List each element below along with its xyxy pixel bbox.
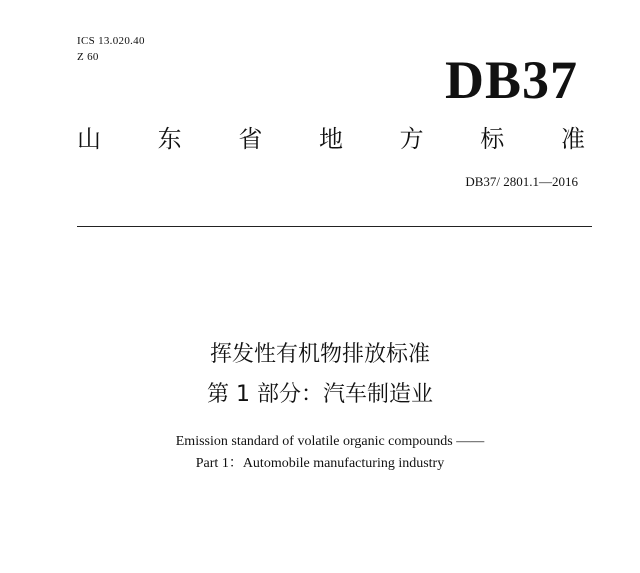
heading-char: 标 bbox=[480, 125, 505, 153]
classification-codes bbox=[77, 33, 145, 65]
heading-char: 省 bbox=[238, 125, 263, 153]
english-title-line-2: Part 1：Automobile manufacturing industry bbox=[195, 456, 445, 471]
heading-char: 地 bbox=[318, 125, 343, 153]
provincial-standard-heading bbox=[77, 124, 585, 154]
chinese-title-line-2: 第 1 部分：汽车制造业 bbox=[207, 382, 433, 407]
heading-char: 准 bbox=[560, 125, 585, 153]
header-divider bbox=[77, 226, 592, 227]
ccs-code: Z 60 bbox=[77, 51, 99, 63]
chinese-title-line-1: 挥发性有机物排放标准 bbox=[209, 342, 430, 367]
heading-char: 方 bbox=[399, 125, 424, 153]
ics-code: ICS 13.020.40 bbox=[77, 35, 145, 47]
standard-number: DB37/ 2801.1—2016 bbox=[465, 174, 578, 189]
standard-logo: DB37 bbox=[444, 50, 578, 110]
heading-char: 山 bbox=[77, 125, 101, 153]
heading-char: 东 bbox=[157, 125, 182, 153]
english-title-line-1: Emission standard of volatile organic compounds —— bbox=[175, 434, 485, 449]
